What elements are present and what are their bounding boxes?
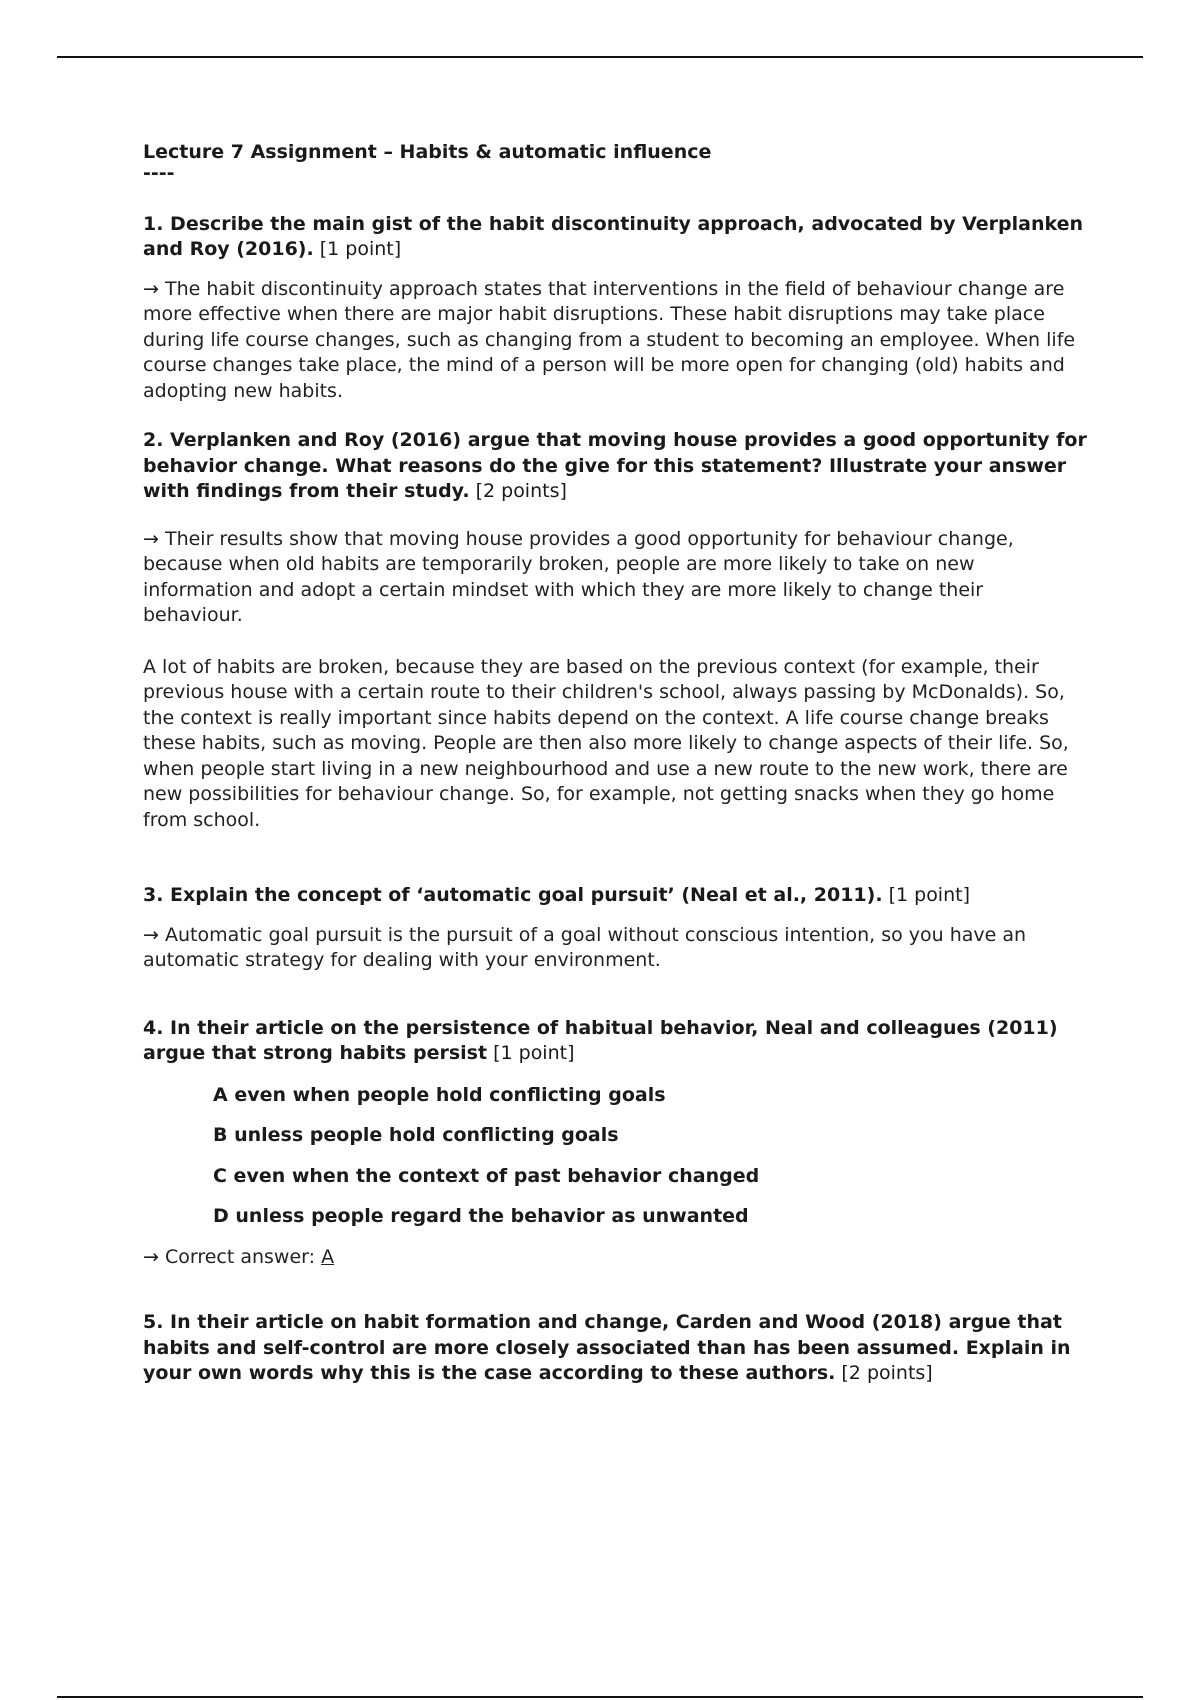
question-4-text: 4. In their article on the persistence of habitual behavior, Neal and colleagues (2011) argue that strong habits persist: [143, 1016, 1058, 1064]
question-4: [143, 1016, 1088, 1067]
question-2-points: [2 points]: [469, 480, 567, 502]
question-1-points: [1 point]: [313, 238, 402, 260]
answer-2-paragraph-2: A lot of habits are broken, because they are based on the previous context (for example, their previous house with a certain route to their children's school, always passing by McDonalds). So, the context is really important since habits depend on the context. A life course change breaks these habits, such as moving. People are then also more likely to change aspects of their life. So, when people start living in a new neighbourhood and use a new route to the new work, there are new possibilities for behaviour change. So, for example, not getting snacks when they go home from school.: [143, 655, 1069, 831]
answer-4: [143, 1245, 1088, 1271]
question-5: [143, 1310, 1088, 1387]
document-title: Lecture 7 Assignment – Habits & automatic influence: [143, 141, 712, 163]
question-5-points: [2 points]: [835, 1362, 933, 1384]
option-c: C even when the context of past behavior changed: [213, 1164, 760, 1187]
answer-3-text: → Automatic goal pursuit is the pursuit of a goal without conscious intention, so you have an automatic strategy for dealing with your environment.: [143, 923, 1027, 971]
answer-1-text: → The habit discontinuity approach states that interventions in the field of behaviour change are more effective when there are major habit disruptions. These habit disruptions may take place during life course changes, such as changing from a student to becoming an employee. When life course changes take place, the mind of a person will be more open for changing (old) habits and adopting new habits.: [143, 277, 1076, 402]
question-3-text: 3. Explain the concept of ‘automatic goal pursuit’ (Neal et al., 2011).: [143, 884, 883, 906]
question-3: [143, 883, 1088, 909]
answer-2: [143, 527, 1088, 834]
answer-2-paragraph-1: → Their results show that moving house provides a good opportunity for behaviour change, because when old habits are temporarily broken, people are more likely to take on new information and adopt a certain mindset with which they are more likely to change their behaviour.: [143, 527, 1014, 626]
question-1: [143, 212, 1088, 263]
answer-4-prefix: → Correct answer:: [143, 1245, 322, 1268]
title-divider: ----: [143, 161, 175, 184]
document-body: [143, 140, 1088, 1401]
top-rule: [57, 56, 1143, 58]
option-a: A even when people hold conflicting goals: [213, 1083, 666, 1106]
question-3-points: [1 point]: [882, 884, 970, 906]
question-2-text: 2. Verplanken and Roy (2016) argue that moving house provides a good opportunity for behavior change. What reasons do the give for this statement? Illustrate your answer with findings from their study.: [143, 429, 1087, 502]
question-2: [143, 428, 1088, 505]
option-b: B unless people hold conflicting goals: [213, 1124, 619, 1146]
bottom-rule: [57, 1696, 1143, 1698]
option-d: D unless people regard the behavior as unwanted: [213, 1205, 749, 1227]
answer-3: [143, 923, 1088, 974]
question-1-text: 1. Describe the main gist of the habit discontinuity approach, advocated by Verplanken and Roy (2016).: [143, 212, 1084, 260]
question-5-text: 5. In their article on habit formation and change, Carden and Wood (2018) argue that habits and self-control are more closely associated than has been assumed. Explain in your own words why this is the case according to these authors.: [143, 1311, 1071, 1384]
answer-1: [143, 277, 1088, 405]
question-4-points: [1 point]: [487, 1042, 575, 1064]
answer-4-value: A: [321, 1245, 335, 1268]
